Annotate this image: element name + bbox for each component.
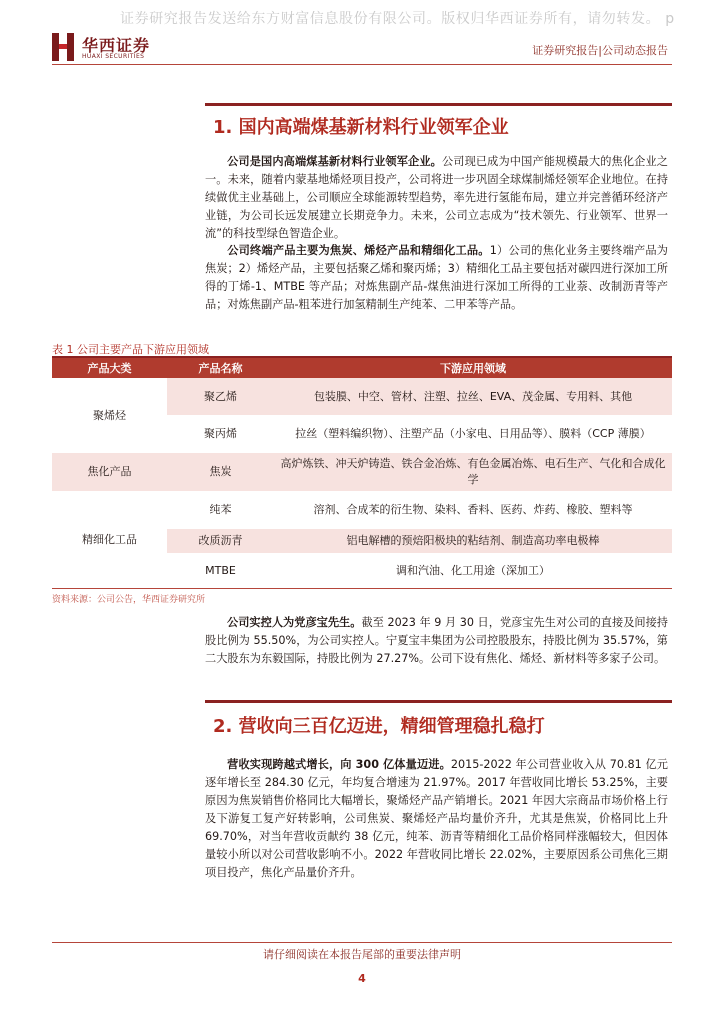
table-header-row bbox=[52, 358, 672, 378]
category-cell: 精细化工品 bbox=[52, 491, 167, 588]
table-source: 资料来源：公司公告，华西证券研究所 bbox=[52, 595, 206, 605]
logo-chinese-name: 华西证券 bbox=[82, 36, 151, 55]
watermark-text: 证券研究报告发送给东方财富信息股份有限公司。版权归华西证券所有，请勿转发。 p bbox=[120, 11, 675, 27]
paragraph-4-lead: 营收实现跨越式增长，向 300 亿体量迈进。 bbox=[227, 758, 451, 771]
use-cell: 包装膜、中空、管材、注塑、拉丝、EVA、茂金属、专用料、其他 bbox=[274, 378, 672, 415]
product-cell: 聚乙烯 bbox=[167, 378, 274, 415]
report-type: 证券研究报告|公司动态报告 bbox=[532, 44, 668, 57]
paragraph-3-lead: 公司实控人为党彦宝先生。 bbox=[227, 616, 362, 629]
section-2-top-bar bbox=[205, 700, 672, 703]
paragraph-company-leader bbox=[205, 153, 668, 243]
product-cell: 改质沥青 bbox=[167, 529, 274, 553]
paragraph-revenue bbox=[205, 756, 668, 882]
paragraph-1-lead: 公司是国内高端煤基新材料行业领军企业。 bbox=[227, 155, 442, 168]
huaxi-logo-icon bbox=[52, 33, 74, 61]
category-cell: 聚烯烃 bbox=[52, 378, 167, 453]
section-1-title: 1. 国内高端煤基新材料行业领军企业 bbox=[213, 117, 509, 138]
header-divider bbox=[52, 64, 672, 65]
table-caption: 表 1 公司主要产品下游应用领域 bbox=[52, 343, 209, 356]
use-cell: 铝电解槽的预焙阳极块的粘结剂、制造高功率电极棒 bbox=[274, 529, 672, 553]
huaxi-logo bbox=[52, 33, 172, 67]
page-number: 4 bbox=[358, 972, 366, 985]
category-cell: 焦化产品 bbox=[52, 453, 167, 491]
paragraph-controller bbox=[205, 614, 668, 668]
table-row bbox=[52, 453, 672, 491]
product-cell: 纯苯 bbox=[209, 503, 232, 516]
header-product: 产品名称 bbox=[167, 358, 274, 378]
section-2-heading bbox=[205, 700, 672, 740]
table-row bbox=[52, 378, 672, 415]
paragraph-products bbox=[205, 242, 668, 314]
paragraph-3-body: 截至 2023 年 9 月 30 日，党彦宝先生对公司的直接及间接持股比例为 55.50%，为公司实控人。宁夏宝丰集团为公司控股股东，持股比例为 35.57%，第二大股东为东毅国际，持股比例为 27.27%。公司下设有焦化、烯烃、新材料等多家子公司。 bbox=[205, 616, 668, 665]
product-cell: MTBE bbox=[205, 563, 236, 577]
legal-notice: 请仔细阅读在本报告尾部的重要法律声明 bbox=[263, 948, 461, 961]
footer-divider bbox=[52, 942, 672, 943]
use-cell: 调和汽油、化工用途（深加工） bbox=[396, 563, 550, 577]
paragraph-4-body: 2015-2022 年公司营业收入从 70.81 亿元逐年增长至 284.30 亿元，年均复合增速为 21.97%。2017 年营收同比增长 53.25%，主要原因为焦炭销售价格同比大幅增长，聚烯烃产品产销增长。2021 年因大宗商品市场价格上行及下游复工复产好转影响，公司焦炭、聚烯烃产品均量价齐升，尤其是焦炭，价格同比上升 69.70%，对当年营收贡献约 38 亿元，纯苯、沥青等精细化工品价格同样涨幅较大，但因体量较小所以对公司营收影响不小。2022 年营收同比增长 22.02%，主要原因系公司焦化三期项目投产，焦化产品量价齐升。 bbox=[205, 758, 668, 879]
use-cell: 溶剂、合成苯的衍生物、染料、香料、医药、炸药、橡胶、塑料等 bbox=[313, 503, 633, 516]
product-cell: 焦炭 bbox=[167, 453, 274, 491]
header-downstream: 下游应用领域 bbox=[274, 358, 672, 378]
product-cell: 聚丙烯 bbox=[204, 427, 237, 440]
paragraph-1-body: 公司现已成为中国产能规模最大的焦化企业之一。未来，随着内蒙基地烯烃项目投产，公司将进一步巩固全球煤制烯烃领军企业地位。在持续做优主业基础上，公司顺应全球能源转型趋势，率先进行氢能布局，建立并完善循环经济产业链，为公司长远发展建立长期竞争力。未来，公司立志成为“技术领先、行业领军、世界一流”的科技型绿色智造企业。 bbox=[205, 155, 668, 240]
logo-english-name: HUAXI SECURITIES bbox=[82, 53, 145, 60]
product-table bbox=[52, 358, 672, 588]
section-1-heading bbox=[205, 103, 672, 143]
table-row bbox=[52, 491, 672, 529]
use-cell: 高炉炼铁、冲天炉铸造、铁合金冶炼、有色金属冶炼、电石生产、气化和合成化学 bbox=[274, 453, 672, 491]
use-cell: 拉丝（塑料编织物）、注塑产品（小家电、日用品等）、膜料（CCP 薄膜） bbox=[295, 427, 651, 440]
section-1-top-bar bbox=[205, 103, 672, 106]
table-bottom-rule bbox=[52, 588, 672, 589]
header-category: 产品大类 bbox=[52, 358, 167, 378]
paragraph-2-body: 1）公司的焦化业务主要终端产品为焦炭；2）烯烃产品，主要包括聚乙烯和聚丙烯；3）精细化工品主要包括对碳四进行深加工所得的丁烯-1、MTBE 等产品；对炼焦副产品-煤焦油进行深加工所得的工业萘、改制沥青等产品；对炼焦副产品-粗苯进行加氢精制生产纯苯、二甲苯等产品。 bbox=[205, 244, 668, 311]
section-2-title: 2. 营收向三百亿迈进，精细管理稳扎稳打 bbox=[213, 716, 545, 737]
paragraph-2-lead: 公司终端产品主要为焦炭、烯烃产品和精细化工品。 bbox=[227, 244, 490, 257]
